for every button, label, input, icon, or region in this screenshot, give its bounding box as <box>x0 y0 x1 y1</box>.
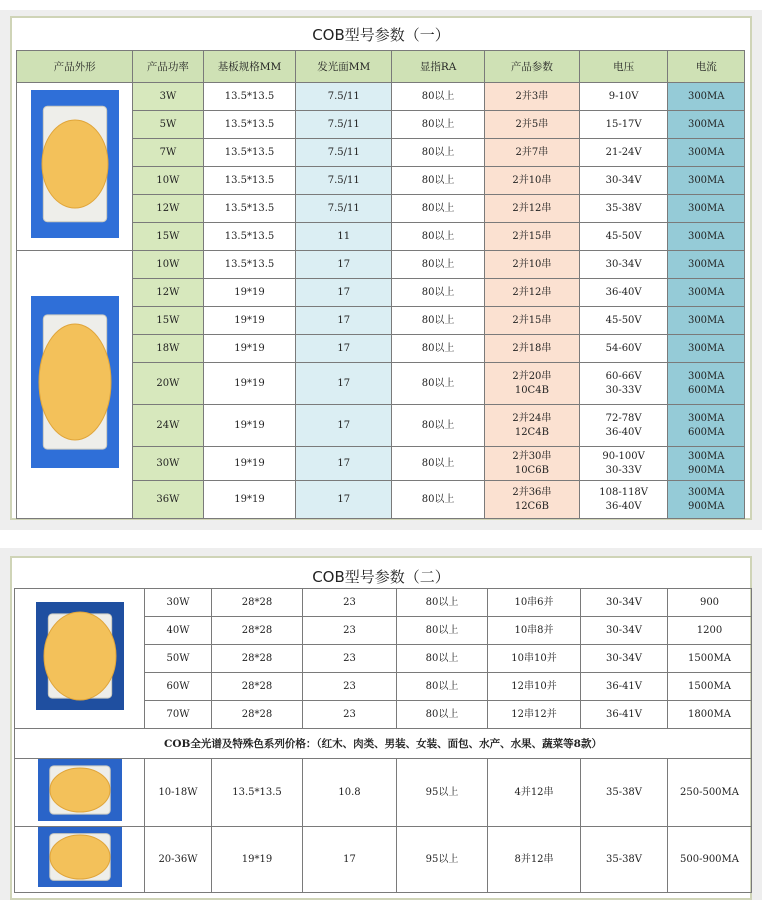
cob-chip-image <box>38 759 122 821</box>
table-cell: 45-50V <box>579 223 668 251</box>
table-row <box>17 251 745 279</box>
table-cell: 80以上 <box>397 701 488 729</box>
table-cell: 12串10并 <box>488 673 581 701</box>
table-cell: 28*28 <box>212 589 303 617</box>
table-cell: 300MA 900MA <box>668 481 745 519</box>
table-cell: 300MA <box>668 307 745 335</box>
table-cell: 11 <box>296 223 392 251</box>
table-cell: 10-18W <box>145 759 212 827</box>
series-subtitle: COB全光谱及特殊色系列价格：（红木、肉类、男装、女装、面包、水产、水果、蔬菜等8款） <box>15 729 752 759</box>
table-cell: 36W <box>133 481 203 519</box>
table-cell: 70W <box>145 701 212 729</box>
table-cell: 80以上 <box>397 589 488 617</box>
table-cell: 4并12串 <box>488 759 581 827</box>
table-cell: 2并36串 12C6B <box>484 481 579 519</box>
table-cell: 23 <box>303 673 397 701</box>
table-cell: 80以上 <box>392 447 485 481</box>
table-cell: 36-41V <box>581 701 668 729</box>
table-cell: 19*19 <box>203 481 296 519</box>
product-image-cell <box>15 827 145 893</box>
col-header: 产品功率 <box>133 51 203 83</box>
table-cell: 1800MA <box>668 701 752 729</box>
table-cell: 60-66V 30-33V <box>579 363 668 405</box>
table-row <box>15 759 752 827</box>
table-cell: 80以上 <box>397 673 488 701</box>
table-cell: 2并20串 10C4B <box>484 363 579 405</box>
cob-chip-image <box>38 827 122 887</box>
table-cell: 300MA 900MA <box>668 447 745 481</box>
table-cell: 72-78V 36-40V <box>579 405 668 447</box>
table1-title: COB型号参数（一） <box>312 26 450 44</box>
table-cell: 80以上 <box>392 223 485 251</box>
table-cell: 30-34V <box>581 617 668 645</box>
table-cell: 7.5/11 <box>296 195 392 223</box>
table-cell: 80以上 <box>397 617 488 645</box>
table-cell: 13.5*13.5 <box>203 83 296 111</box>
table-cell: 17 <box>296 481 392 519</box>
table-cell: 95以上 <box>397 827 488 893</box>
table2-frame <box>10 556 752 900</box>
table-cell: 300MA <box>668 195 745 223</box>
table-cell: 12W <box>133 195 203 223</box>
table-row <box>15 827 752 893</box>
table-cell: 17 <box>296 363 392 405</box>
table-cell: 10串8并 <box>488 617 581 645</box>
table-cell: 12W <box>133 279 203 307</box>
table-cell: 7.5/11 <box>296 167 392 195</box>
table-cell: 2并15串 <box>484 223 579 251</box>
table-cell: 19*19 <box>203 447 296 481</box>
table-cell: 10W <box>133 251 203 279</box>
table-cell: 1500MA <box>668 645 752 673</box>
table-cell: 2并5串 <box>484 111 579 139</box>
table-cell: 2并24串 12C4B <box>484 405 579 447</box>
table-cell: 28*28 <box>212 617 303 645</box>
table-cell: 35-38V <box>579 195 668 223</box>
table-cell: 80以上 <box>392 139 485 167</box>
col-header: 基板规格MM <box>203 51 296 83</box>
table-cell: 30W <box>145 589 212 617</box>
table-cell: 17 <box>296 335 392 363</box>
table-row <box>15 589 752 617</box>
table1-header-row <box>17 51 745 83</box>
col-header: 发光面MM <box>296 51 392 83</box>
table-cell: 17 <box>303 827 397 893</box>
table-cell: 300MA <box>668 335 745 363</box>
table-cell: 23 <box>303 701 397 729</box>
table-cell: 20-36W <box>145 827 212 893</box>
table-cell: 80以上 <box>392 279 485 307</box>
table-cell: 80以上 <box>392 363 485 405</box>
table1-panel <box>0 10 762 530</box>
table-cell: 300MA <box>668 251 745 279</box>
table2 <box>14 588 752 893</box>
table-cell: 3W <box>133 83 203 111</box>
table-cell: 19*19 <box>203 279 296 307</box>
table-cell: 108-118V 36-40V <box>579 481 668 519</box>
table-cell: 7.5/11 <box>296 83 392 111</box>
table-cell: 12串12并 <box>488 701 581 729</box>
table-cell: 19*19 <box>203 405 296 447</box>
table-cell: 15W <box>133 307 203 335</box>
table-cell: 2并12串 <box>484 195 579 223</box>
table-cell: 24W <box>133 405 203 447</box>
table-cell: 20W <box>133 363 203 405</box>
table-cell: 2并30串 10C6B <box>484 447 579 481</box>
product-image-cell <box>17 251 133 519</box>
table-cell: 80以上 <box>392 111 485 139</box>
table-cell: 5W <box>133 111 203 139</box>
table-cell: 30-34V <box>579 251 668 279</box>
table-cell: 1200 <box>668 617 752 645</box>
table-cell: 45-50V <box>579 307 668 335</box>
table-cell: 13.5*13.5 <box>203 223 296 251</box>
table-cell: 13.5*13.5 <box>203 139 296 167</box>
col-header: 显指RA <box>392 51 485 83</box>
table-cell: 13.5*13.5 <box>212 759 303 827</box>
table-cell: 28*28 <box>212 701 303 729</box>
table-cell: 10.8 <box>303 759 397 827</box>
table-cell: 10W <box>133 167 203 195</box>
table-cell: 300MA <box>668 139 745 167</box>
table-cell: 17 <box>296 405 392 447</box>
table-cell: 300MA <box>668 223 745 251</box>
product-image-cell <box>15 589 145 729</box>
product-image-cell <box>15 759 145 827</box>
table-cell: 2并3串 <box>484 83 579 111</box>
table-cell: 23 <box>303 589 397 617</box>
table-cell: 50W <box>145 645 212 673</box>
table-cell: 40W <box>145 617 212 645</box>
table-cell: 80以上 <box>392 481 485 519</box>
table-cell: 15W <box>133 223 203 251</box>
table-cell: 1500MA <box>668 673 752 701</box>
col-header: 电压 <box>579 51 668 83</box>
table-cell: 17 <box>296 279 392 307</box>
table-cell: 54-60V <box>579 335 668 363</box>
table-cell: 35-38V <box>581 759 668 827</box>
table-cell: 35-38V <box>581 827 668 893</box>
table-row <box>17 83 745 111</box>
table1 <box>16 50 745 519</box>
table-cell: 300MA <box>668 279 745 307</box>
col-header: 产品参数 <box>484 51 579 83</box>
table-cell: 19*19 <box>203 335 296 363</box>
table-cell: 2并18串 <box>484 335 579 363</box>
table-cell: 10串6并 <box>488 589 581 617</box>
table-cell: 80以上 <box>392 251 485 279</box>
table-cell: 2并12串 <box>484 279 579 307</box>
table-cell: 13.5*13.5 <box>203 111 296 139</box>
table-cell: 13.5*13.5 <box>203 195 296 223</box>
cob-chip-image <box>31 90 119 238</box>
table-cell: 17 <box>296 307 392 335</box>
table-cell: 300MA 600MA <box>668 405 745 447</box>
table-cell: 19*19 <box>203 307 296 335</box>
table-cell: 80以上 <box>392 335 485 363</box>
table-cell: 13.5*13.5 <box>203 251 296 279</box>
table-cell: 2并7串 <box>484 139 579 167</box>
table-cell: 80以上 <box>397 645 488 673</box>
table-cell: 13.5*13.5 <box>203 167 296 195</box>
table-cell: 95以上 <box>397 759 488 827</box>
table-cell: 80以上 <box>392 405 485 447</box>
table-cell: 300MA <box>668 111 745 139</box>
table-cell: 28*28 <box>212 673 303 701</box>
table2-title: COB型号参数（二） <box>312 568 450 586</box>
table-cell: 15-17V <box>579 111 668 139</box>
table-cell: 30-34V <box>579 167 668 195</box>
table-cell: 36-41V <box>581 673 668 701</box>
table-cell: 7.5/11 <box>296 139 392 167</box>
table-cell: 18W <box>133 335 203 363</box>
table-cell: 80以上 <box>392 167 485 195</box>
table-cell: 80以上 <box>392 83 485 111</box>
table-cell: 300MA <box>668 83 745 111</box>
table-cell: 7W <box>133 139 203 167</box>
table2-panel <box>0 548 762 900</box>
table-cell: 500-900MA <box>668 827 752 893</box>
table-cell: 7.5/11 <box>296 111 392 139</box>
cob-chip-image <box>36 602 124 710</box>
table-cell: 17 <box>296 251 392 279</box>
table-cell: 9-10V <box>579 83 668 111</box>
table-cell: 28*28 <box>212 645 303 673</box>
table-cell: 300MA <box>668 167 745 195</box>
table-cell: 23 <box>303 617 397 645</box>
table-cell: 30-34V <box>581 589 668 617</box>
table-cell: 2并15串 <box>484 307 579 335</box>
table-cell: 30W <box>133 447 203 481</box>
table1-frame <box>10 16 752 520</box>
table-cell: 30-34V <box>581 645 668 673</box>
table-cell: 21-24V <box>579 139 668 167</box>
col-header: 电流 <box>668 51 745 83</box>
table-cell: 80以上 <box>392 307 485 335</box>
subtitle-row <box>15 729 752 759</box>
table-cell: 90-100V 30-33V <box>579 447 668 481</box>
table-cell: 2并10串 <box>484 251 579 279</box>
table-cell: 2并10串 <box>484 167 579 195</box>
col-header: 产品外形 <box>17 51 133 83</box>
table-cell: 8并12串 <box>488 827 581 893</box>
table-cell: 19*19 <box>212 827 303 893</box>
table-cell: 80以上 <box>392 195 485 223</box>
table-cell: 250-500MA <box>668 759 752 827</box>
table-cell: 300MA 600MA <box>668 363 745 405</box>
table-cell: 60W <box>145 673 212 701</box>
product-image-cell <box>17 83 133 251</box>
table-cell: 10串10并 <box>488 645 581 673</box>
table-cell: 36-40V <box>579 279 668 307</box>
cob-chip-image <box>31 296 119 468</box>
table-cell: 17 <box>296 447 392 481</box>
table-cell: 19*19 <box>203 363 296 405</box>
table-cell: 23 <box>303 645 397 673</box>
table-cell: 900 <box>668 589 752 617</box>
